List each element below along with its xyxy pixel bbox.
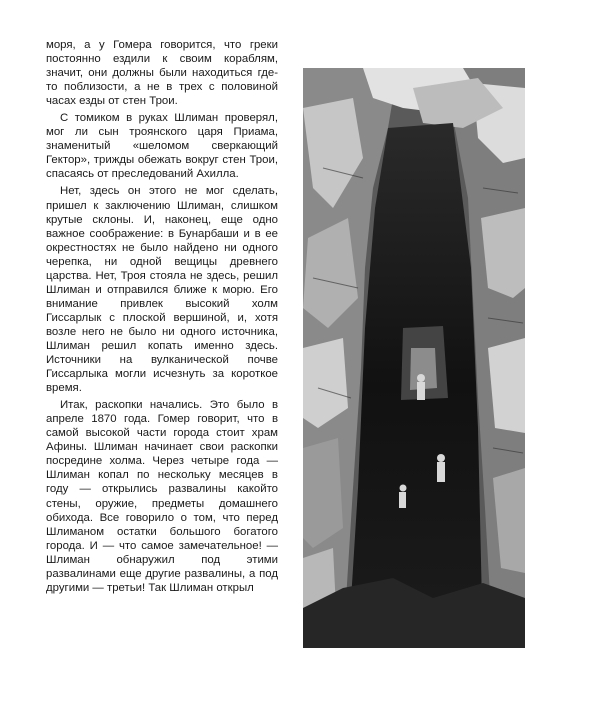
article-text-column	[46, 38, 278, 595]
excavation-trench-photo	[303, 68, 525, 648]
paragraph-4: Итак, раскопки начались. Это было в апреле 1870 года. Гомер говорит, что в самой высокой части города стоит храм Афины. Шлиман начинает свои раскопки посредине холма. Через четыре года — Шлиман копал по нескольку месяцев в году — открылись развалины какойто стены, оружие, предметы домашнего обихода. Все говорило о том, что перед Шлиманом остатки большого богатого города. И — что самое замечательное! — Шлиман обнаружил под этими развалинами еще другие развалины, а под другими — третьи! Так Шлиман открыл	[46, 399, 278, 594]
paragraph-3: Нет, здесь он этого не мог сделать, пришел к заключению Шлиман, слишком крутые склоны. И, наконец, еще одно важное соображение: в Бунарбаши и в ее окрестностях не было найдено ни одного черепка, ни одной вещицы древнего царства. Нет, Троя стояла не здесь, решил Шлиман и отправился ближе к морю. Его внимание привлек высокий холм Гиссарлык с плоской вершиной, и, хотя возле него не было ни одного источника, Шлиман решил копать именно здесь. Источники на вулканической почве Гиссарлыка могли исчезнуть за короткое время.	[46, 185, 278, 395]
paragraph-2: С томиком в руках Шлиман проверял, мог ли сын троянского царя Приама, знаменитый «шеломом сверкающий Гектор», трижды обежать вокруг стен Трои, спасаясь от преследований Ахилла.	[46, 112, 278, 181]
photo-illustration	[303, 68, 525, 648]
paragraph-1: моря, а у Гомера говорится, что греки постоянно ездили к своим кораблям, значит, они должны были находиться где-то поблизости, а не в трех с половиной часах езды от стен Трои.	[46, 39, 278, 108]
